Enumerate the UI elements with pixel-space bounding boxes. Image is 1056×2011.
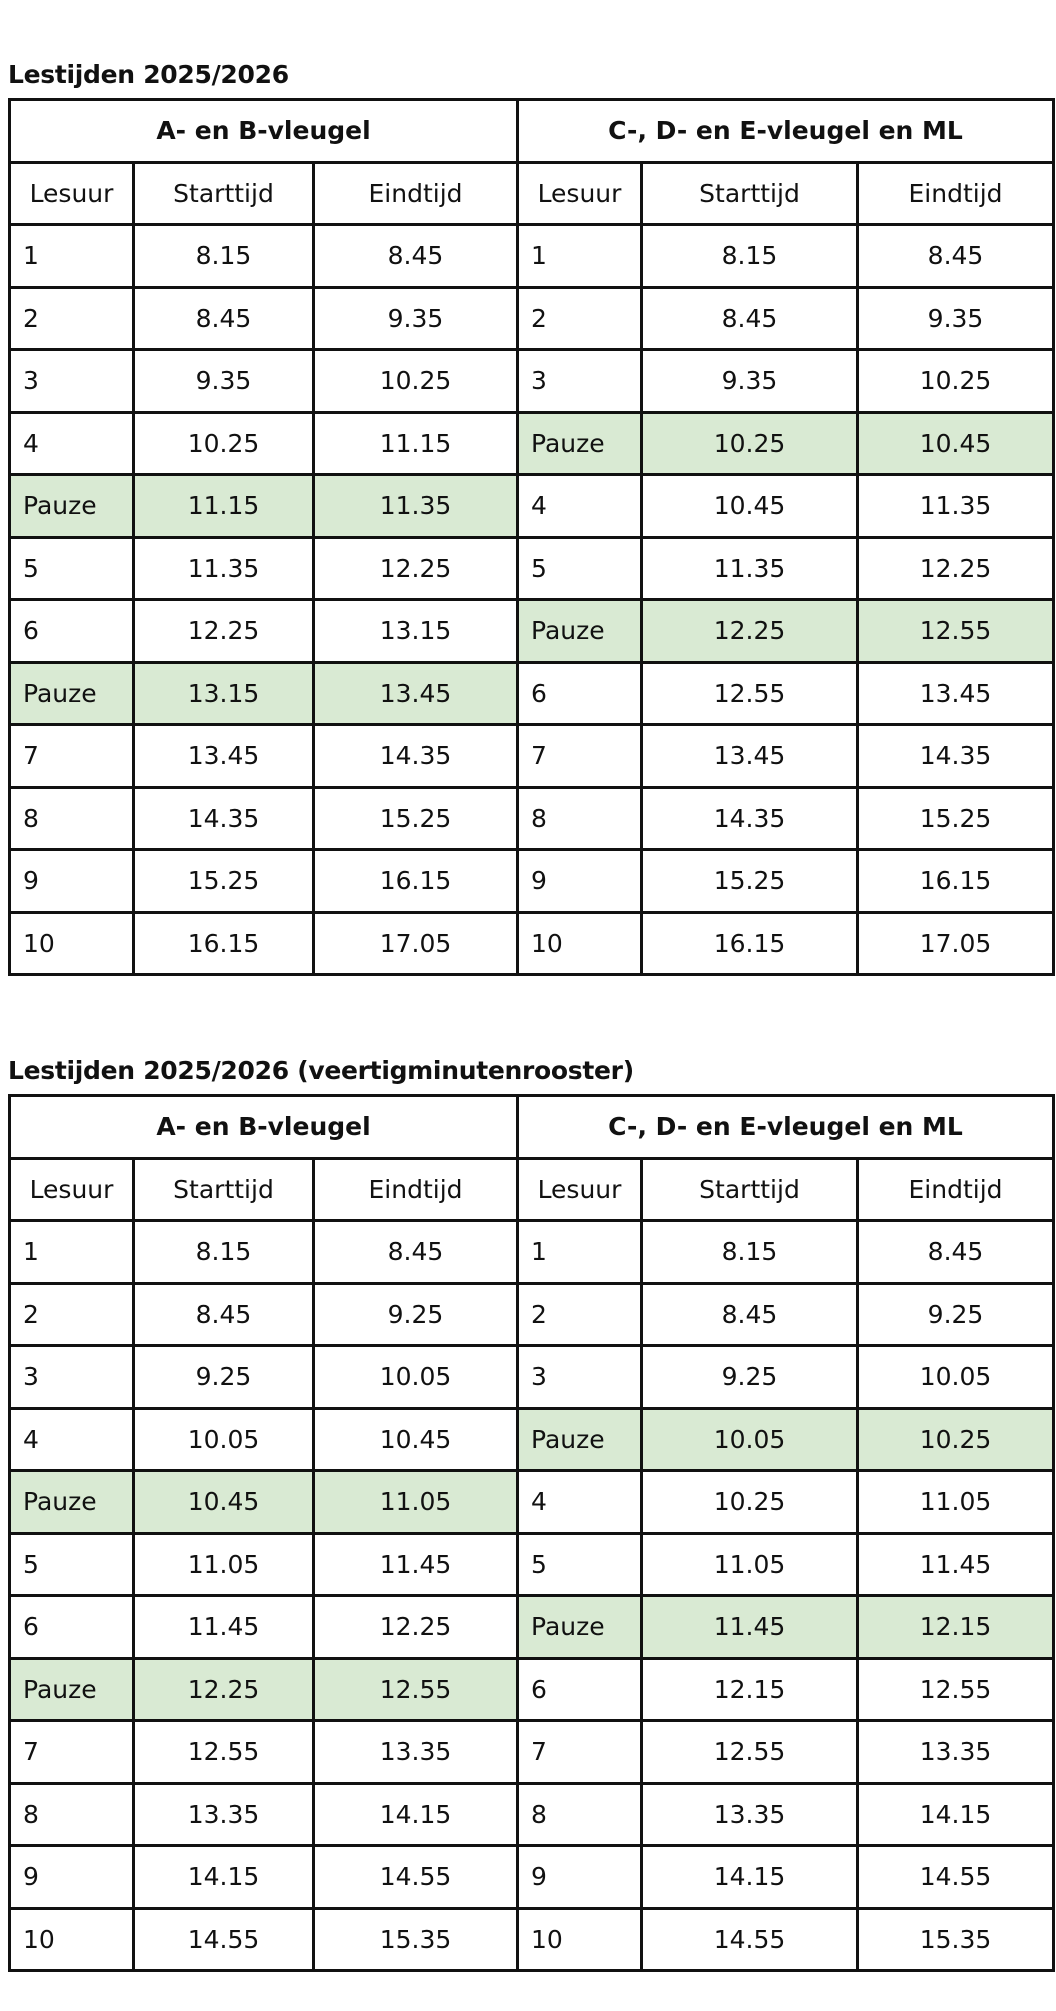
cell-eindtijd: 13.15 (314, 600, 518, 663)
cell-starttijd: 8.45 (134, 1283, 314, 1346)
table-row (10, 725, 1054, 788)
cell-starttijd: 11.35 (642, 537, 858, 600)
cell-eindtijd: 14.55 (314, 1846, 518, 1909)
cell-lesuur: 1 (518, 1221, 642, 1284)
cell-eindtijd: 10.25 (858, 1408, 1054, 1471)
group-header-cde: C-, D- en E-vleugel en ML (518, 100, 1054, 163)
cell-eindtijd: 17.05 (858, 912, 1054, 975)
cell-eindtijd: 10.45 (314, 1408, 518, 1471)
cell-eindtijd: 9.35 (858, 287, 1054, 350)
cell-eindtijd: 14.35 (858, 725, 1054, 788)
cell-starttijd: 13.35 (134, 1783, 314, 1846)
column-header-lesuur: Lesuur (10, 162, 134, 225)
cell-lesuur: 8 (518, 1783, 642, 1846)
column-header-lesuur: Lesuur (10, 1158, 134, 1221)
table-row (10, 912, 1054, 975)
cell-lesuur: 7 (10, 1721, 134, 1784)
column-header-row (10, 1158, 1054, 1221)
cell-starttijd: 11.45 (134, 1596, 314, 1659)
cell-starttijd: 10.05 (642, 1408, 858, 1471)
cell-lesuur: 7 (518, 725, 642, 788)
column-header-eindtijd: Eindtijd (858, 1158, 1054, 1221)
cell-lesuur: 10 (10, 1908, 134, 1971)
column-header-eindtijd: Eindtijd (314, 162, 518, 225)
cell-starttijd: 14.55 (134, 1908, 314, 1971)
cell-eindtijd: 11.15 (314, 412, 518, 475)
schedule-table (8, 98, 1055, 976)
cell-lesuur: 3 (10, 1346, 134, 1409)
cell-lesuur: Pauze (518, 412, 642, 475)
table-row (10, 1408, 1054, 1471)
table-row (10, 1783, 1054, 1846)
cell-lesuur: 2 (10, 287, 134, 350)
cell-starttijd: 9.35 (642, 350, 858, 413)
table-row (10, 787, 1054, 850)
cell-starttijd: 8.45 (642, 287, 858, 350)
cell-lesuur: 7 (518, 1721, 642, 1784)
cell-lesuur: Pauze (10, 1471, 134, 1534)
cell-eindtijd: 16.15 (314, 850, 518, 913)
cell-lesuur: 9 (518, 850, 642, 913)
cell-starttijd: 14.15 (642, 1846, 858, 1909)
cell-starttijd: 14.15 (134, 1846, 314, 1909)
cell-lesuur: Pauze (518, 1408, 642, 1471)
cell-eindtijd: 13.45 (858, 662, 1054, 725)
group-header-ab: A- en B-vleugel (10, 1096, 518, 1159)
cell-eindtijd: 13.35 (314, 1721, 518, 1784)
cell-eindtijd: 11.45 (858, 1533, 1054, 1596)
table-row (10, 1908, 1054, 1971)
table-row (10, 225, 1054, 288)
cell-starttijd: 9.25 (134, 1346, 314, 1409)
cell-starttijd: 8.45 (134, 287, 314, 350)
cell-starttijd: 10.25 (642, 412, 858, 475)
group-header-row (10, 100, 1054, 163)
cell-eindtijd: 11.45 (314, 1533, 518, 1596)
cell-starttijd: 13.35 (642, 1783, 858, 1846)
cell-starttijd: 12.25 (134, 600, 314, 663)
cell-starttijd: 8.45 (642, 1283, 858, 1346)
cell-lesuur: 3 (518, 1346, 642, 1409)
cell-eindtijd: 9.25 (858, 1283, 1054, 1346)
cell-eindtijd: 14.15 (314, 1783, 518, 1846)
cell-lesuur: 3 (10, 350, 134, 413)
cell-lesuur: 8 (10, 787, 134, 850)
cell-starttijd: 13.15 (134, 662, 314, 725)
cell-lesuur: 10 (518, 1908, 642, 1971)
cell-lesuur: 4 (518, 475, 642, 538)
table-row (10, 1596, 1054, 1659)
cell-starttijd: 9.25 (642, 1346, 858, 1409)
cell-starttijd: 16.15 (134, 912, 314, 975)
cell-lesuur: Pauze (10, 475, 134, 538)
column-header-eindtijd: Eindtijd (314, 1158, 518, 1221)
cell-starttijd: 15.25 (642, 850, 858, 913)
cell-lesuur: 1 (10, 1221, 134, 1284)
group-header-cde: C-, D- en E-vleugel en ML (518, 1096, 1054, 1159)
cell-eindtijd: 10.25 (858, 350, 1054, 413)
cell-starttijd: 10.05 (134, 1408, 314, 1471)
cell-starttijd: 13.45 (642, 725, 858, 788)
cell-eindtijd: 9.35 (314, 287, 518, 350)
cell-starttijd: 12.25 (134, 1658, 314, 1721)
cell-eindtijd: 11.35 (858, 475, 1054, 538)
cell-lesuur: 1 (518, 225, 642, 288)
cell-starttijd: 12.55 (134, 1721, 314, 1784)
cell-eindtijd: 15.25 (314, 787, 518, 850)
cell-eindtijd: 15.35 (858, 1908, 1054, 1971)
cell-eindtijd: 17.05 (314, 912, 518, 975)
cell-eindtijd: 15.25 (858, 787, 1054, 850)
table-row (10, 1221, 1054, 1284)
cell-starttijd: 11.35 (134, 537, 314, 600)
schedule-table (8, 1094, 1055, 1972)
group-header-ab: A- en B-vleugel (10, 100, 518, 163)
cell-starttijd: 10.45 (642, 475, 858, 538)
cell-starttijd: 8.15 (642, 225, 858, 288)
cell-lesuur: 2 (10, 1283, 134, 1346)
table-body (10, 1221, 1054, 1971)
cell-starttijd: 11.05 (642, 1533, 858, 1596)
cell-lesuur: 8 (10, 1783, 134, 1846)
cell-starttijd: 14.35 (134, 787, 314, 850)
cell-eindtijd: 12.25 (314, 537, 518, 600)
cell-starttijd: 12.55 (642, 1721, 858, 1784)
table-row (10, 537, 1054, 600)
cell-eindtijd: 12.55 (858, 600, 1054, 663)
cell-starttijd: 9.35 (134, 350, 314, 413)
cell-starttijd: 12.55 (642, 662, 858, 725)
cell-lesuur: 10 (518, 912, 642, 975)
column-header-starttijd: Starttijd (642, 162, 858, 225)
cell-starttijd: 12.15 (642, 1658, 858, 1721)
cell-lesuur: 3 (518, 350, 642, 413)
cell-starttijd: 15.25 (134, 850, 314, 913)
cell-lesuur: 6 (518, 1658, 642, 1721)
table-row (10, 1721, 1054, 1784)
cell-lesuur: 4 (10, 1408, 134, 1471)
cell-lesuur: Pauze (518, 1596, 642, 1659)
cell-eindtijd: 8.45 (858, 225, 1054, 288)
cell-eindtijd: 14.15 (858, 1783, 1054, 1846)
group-header-row (10, 1096, 1054, 1159)
cell-starttijd: 8.15 (134, 1221, 314, 1284)
table-body (10, 225, 1054, 975)
cell-eindtijd: 8.45 (314, 225, 518, 288)
cell-lesuur: 6 (10, 1596, 134, 1659)
cell-eindtijd: 8.45 (314, 1221, 518, 1284)
cell-eindtijd: 11.35 (314, 475, 518, 538)
cell-eindtijd: 12.25 (858, 537, 1054, 600)
cell-starttijd: 11.15 (134, 475, 314, 538)
cell-eindtijd: 10.45 (858, 412, 1054, 475)
cell-eindtijd: 16.15 (858, 850, 1054, 913)
cell-starttijd: 10.45 (134, 1471, 314, 1534)
cell-eindtijd: 13.35 (858, 1721, 1054, 1784)
cell-lesuur: Pauze (10, 662, 134, 725)
cell-eindtijd: 10.25 (314, 350, 518, 413)
cell-starttijd: 11.05 (134, 1533, 314, 1596)
cell-lesuur: 4 (518, 1471, 642, 1534)
cell-eindtijd: 8.45 (858, 1221, 1054, 1284)
cell-eindtijd: 14.55 (858, 1846, 1054, 1909)
table-row (10, 1346, 1054, 1409)
table-row (10, 1283, 1054, 1346)
cell-starttijd: 10.25 (134, 412, 314, 475)
column-header-starttijd: Starttijd (134, 162, 314, 225)
table-row (10, 1533, 1054, 1596)
column-header-starttijd: Starttijd (134, 1158, 314, 1221)
cell-lesuur: 9 (518, 1846, 642, 1909)
cell-starttijd: 10.25 (642, 1471, 858, 1534)
cell-starttijd: 14.55 (642, 1908, 858, 1971)
table-row (10, 850, 1054, 913)
column-header-lesuur: Lesuur (518, 1158, 642, 1221)
cell-lesuur: Pauze (10, 1658, 134, 1721)
cell-starttijd: 8.15 (134, 225, 314, 288)
cell-lesuur: Pauze (518, 600, 642, 663)
column-header-eindtijd: Eindtijd (858, 162, 1054, 225)
cell-lesuur: 5 (518, 537, 642, 600)
cell-eindtijd: 10.05 (314, 1346, 518, 1409)
cell-starttijd: 14.35 (642, 787, 858, 850)
cell-lesuur: 5 (10, 1533, 134, 1596)
cell-lesuur: 6 (10, 600, 134, 663)
cell-lesuur: 9 (10, 850, 134, 913)
table-row (10, 287, 1054, 350)
column-header-lesuur: Lesuur (518, 162, 642, 225)
cell-lesuur: 5 (10, 537, 134, 600)
table-row (10, 1471, 1054, 1534)
cell-starttijd: 11.45 (642, 1596, 858, 1659)
section-title: Lestijden 2025/2026 (8, 60, 289, 89)
cell-lesuur: 4 (10, 412, 134, 475)
cell-eindtijd: 12.55 (314, 1658, 518, 1721)
cell-lesuur: 1 (10, 225, 134, 288)
cell-starttijd: 8.15 (642, 1221, 858, 1284)
table-row (10, 1658, 1054, 1721)
table-row (10, 662, 1054, 725)
column-header-row (10, 162, 1054, 225)
cell-eindtijd: 10.05 (858, 1346, 1054, 1409)
cell-starttijd: 12.25 (642, 600, 858, 663)
cell-lesuur: 8 (518, 787, 642, 850)
table-row (10, 412, 1054, 475)
cell-eindtijd: 11.05 (858, 1471, 1054, 1534)
cell-eindtijd: 14.35 (314, 725, 518, 788)
cell-lesuur: 2 (518, 1283, 642, 1346)
cell-lesuur: 9 (10, 1846, 134, 1909)
table-row (10, 350, 1054, 413)
cell-eindtijd: 12.55 (858, 1658, 1054, 1721)
cell-eindtijd: 11.05 (314, 1471, 518, 1534)
cell-starttijd: 16.15 (642, 912, 858, 975)
table-row (10, 475, 1054, 538)
cell-lesuur: 2 (518, 287, 642, 350)
cell-eindtijd: 12.15 (858, 1596, 1054, 1659)
table-row (10, 1846, 1054, 1909)
column-header-starttijd: Starttijd (642, 1158, 858, 1221)
cell-lesuur: 5 (518, 1533, 642, 1596)
cell-eindtijd: 12.25 (314, 1596, 518, 1659)
cell-starttijd: 13.45 (134, 725, 314, 788)
cell-eindtijd: 15.35 (314, 1908, 518, 1971)
cell-eindtijd: 13.45 (314, 662, 518, 725)
cell-lesuur: 7 (10, 725, 134, 788)
section-title: Lestijden 2025/2026 (veertigminutenrooster) (8, 1056, 634, 1085)
table-row (10, 600, 1054, 663)
cell-eindtijd: 9.25 (314, 1283, 518, 1346)
cell-lesuur: 6 (518, 662, 642, 725)
cell-lesuur: 10 (10, 912, 134, 975)
